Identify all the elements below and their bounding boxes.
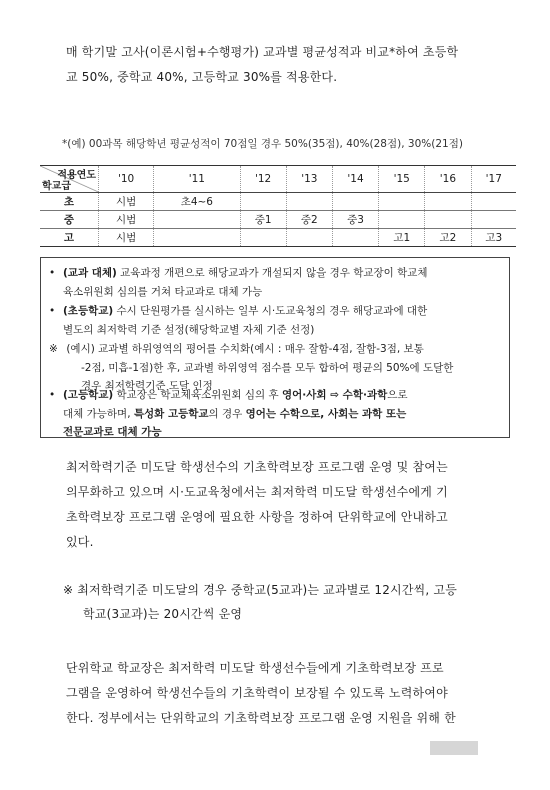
- item-text: -2점, 미흡-1점)한 후, 교과별 하위영역 점수를 모두 합하여 평균의 50%에 도달한: [81, 361, 454, 374]
- item-heading: (교과 대체): [63, 267, 117, 279]
- table-row-middle: [40, 211, 516, 229]
- table-cell: 고3: [471, 229, 516, 247]
- item-emphasis: 영어·사회 ⇨ 수학·과학: [282, 389, 388, 401]
- table-cell: [154, 211, 240, 229]
- text-line: 있다.: [66, 535, 94, 549]
- table-cell: [425, 211, 471, 229]
- table-cell: [240, 229, 286, 247]
- table-cell: [240, 193, 286, 211]
- table-cell: 시범: [99, 193, 154, 211]
- table-cell: 중2: [286, 211, 332, 229]
- corner-year-label: 적용연도: [57, 170, 96, 181]
- text-line: 학교(3교과)는 20시간씩 운영: [83, 607, 243, 621]
- paragraph-basic-literacy: [66, 455, 448, 555]
- table-cell: 중1: [240, 211, 286, 229]
- text-line: 초학력보장 프로그램 운영에 필요한 사항을 정하여 단위학교에 안내하고: [66, 510, 448, 524]
- year-header: '12: [240, 166, 286, 193]
- table-cell: 시범: [99, 229, 154, 247]
- table-header-row: [40, 166, 516, 193]
- table-cell: 고1: [379, 229, 425, 247]
- year-header: '10: [99, 166, 154, 193]
- year-header: '16: [425, 166, 471, 193]
- year-header: '14: [332, 166, 378, 193]
- page-number-tag: [430, 741, 478, 755]
- text-line: 그램을 운영하여 학생선수들의 기초학력이 보장될 수 있도록 노력하여야: [66, 686, 448, 700]
- list-item-subject-substitution: [49, 264, 428, 301]
- table-cell: [379, 193, 425, 211]
- text-line: 의무화하고 있으며 시·도교육청에서는 최저학력 미도달 학생선수에게 기: [66, 485, 448, 499]
- bullet-icon: •: [49, 267, 56, 279]
- year-header: '15: [379, 166, 425, 193]
- corner-level-label: 학교급: [42, 181, 71, 192]
- paragraph-exam-ratio: [66, 40, 458, 90]
- bullet-icon: •: [49, 305, 56, 317]
- corner-header-cell: [40, 166, 99, 193]
- item-text: 교육과정 개편으로 해당교과가 개설되지 않을 경우 학교장이 학교체: [116, 267, 428, 279]
- year-header: '13: [286, 166, 332, 193]
- table-cell: [425, 193, 471, 211]
- year-header: '11: [154, 166, 240, 193]
- year-header: '17: [471, 166, 516, 193]
- school-level-cell: 초: [40, 193, 99, 211]
- item-emphasis: 영어는 수학으로, 사회는 과학 또는: [245, 407, 407, 420]
- item-heading: (고등학교): [63, 389, 114, 401]
- text-line: 매 학기말 고사(이론시험+수행평가) 교과별 평균성적과 비교*하여 초등학: [66, 45, 459, 59]
- item-text: 수시 단원평가를 실시하는 일부 시·도교육청의 경우 해당교과에 대한: [113, 305, 428, 317]
- table-row-elementary: [40, 193, 516, 211]
- table-cell: 시범: [99, 211, 154, 229]
- school-level-cell: 고: [40, 229, 99, 247]
- table-cell: [471, 193, 516, 211]
- exceptions-box: [40, 257, 510, 438]
- table-cell: [286, 229, 332, 247]
- item-emphasis: 전문교과로 대체 가능: [63, 426, 162, 438]
- bullet-icon: •: [49, 389, 56, 401]
- table-cell: [286, 193, 332, 211]
- item-text: 으로: [387, 389, 408, 401]
- reference-mark-icon: ※: [49, 343, 58, 355]
- implementation-schedule-table: [40, 165, 516, 247]
- list-item-high-school: [49, 386, 408, 442]
- table-cell: 고2: [425, 229, 471, 247]
- item-emphasis: 특성화 고등학교: [133, 407, 209, 420]
- item-heading: (초등학교): [63, 305, 114, 317]
- table-cell: [154, 229, 240, 247]
- item-text: (예시) 교과별 하위영역의 평어를 수치화(예시 : 매우 잘함-4점, 잘함-3점, 보통: [63, 343, 424, 355]
- table-cell: [471, 211, 516, 229]
- text-line: ※ 최저학력기준 미도달의 경우 중학교(5교과)는 교과별로 12시간씩, 고등: [63, 583, 458, 597]
- table-row-high: [40, 229, 516, 247]
- text-line: 단위학교 학교장은 최저학력 미도달 학생선수들에게 기초학력보장 프로: [66, 661, 444, 675]
- school-level-cell: 중: [40, 211, 99, 229]
- table-cell: 초4~6: [154, 193, 240, 211]
- text-line: 한다. 정부에서는 단위학교의 기초학력보장 프로그램 운영 지원을 위해 한: [66, 711, 456, 725]
- item-text: 학교장은 학교체육소위원회 심의 후: [113, 389, 283, 401]
- paragraph-hours-note: [63, 578, 457, 626]
- text-line: 최저학력기준 미도달 학생선수의 기초학력보장 프로그램 운영 및 참여는: [66, 460, 448, 474]
- example-note: *(예) 00과목 해당학년 평균성적이 70점일 경우 50%(35점), 40%(28점), 30%(21점): [62, 138, 463, 150]
- paragraph-principal-duty: [66, 656, 456, 731]
- list-item-elementary: [49, 302, 427, 339]
- text-line: 교 50%, 중학교 40%, 고등학교 30%를 적용한다.: [66, 70, 338, 84]
- item-text: 경우 최저학력기준 도달 인정: [81, 380, 213, 392]
- item-text: 의 경우: [208, 407, 246, 420]
- table-cell: 중3: [332, 211, 378, 229]
- table-cell: [332, 229, 378, 247]
- item-text: 육소위원회 심의를 거쳐 타교과로 대체 가능: [63, 285, 263, 298]
- item-text: 별도의 최저학력 기준 설정(해당학교별 자체 기준 선정): [63, 323, 315, 336]
- table-cell: [379, 211, 425, 229]
- table-cell: [332, 193, 378, 211]
- item-text: 대체 가능하며,: [63, 407, 134, 420]
